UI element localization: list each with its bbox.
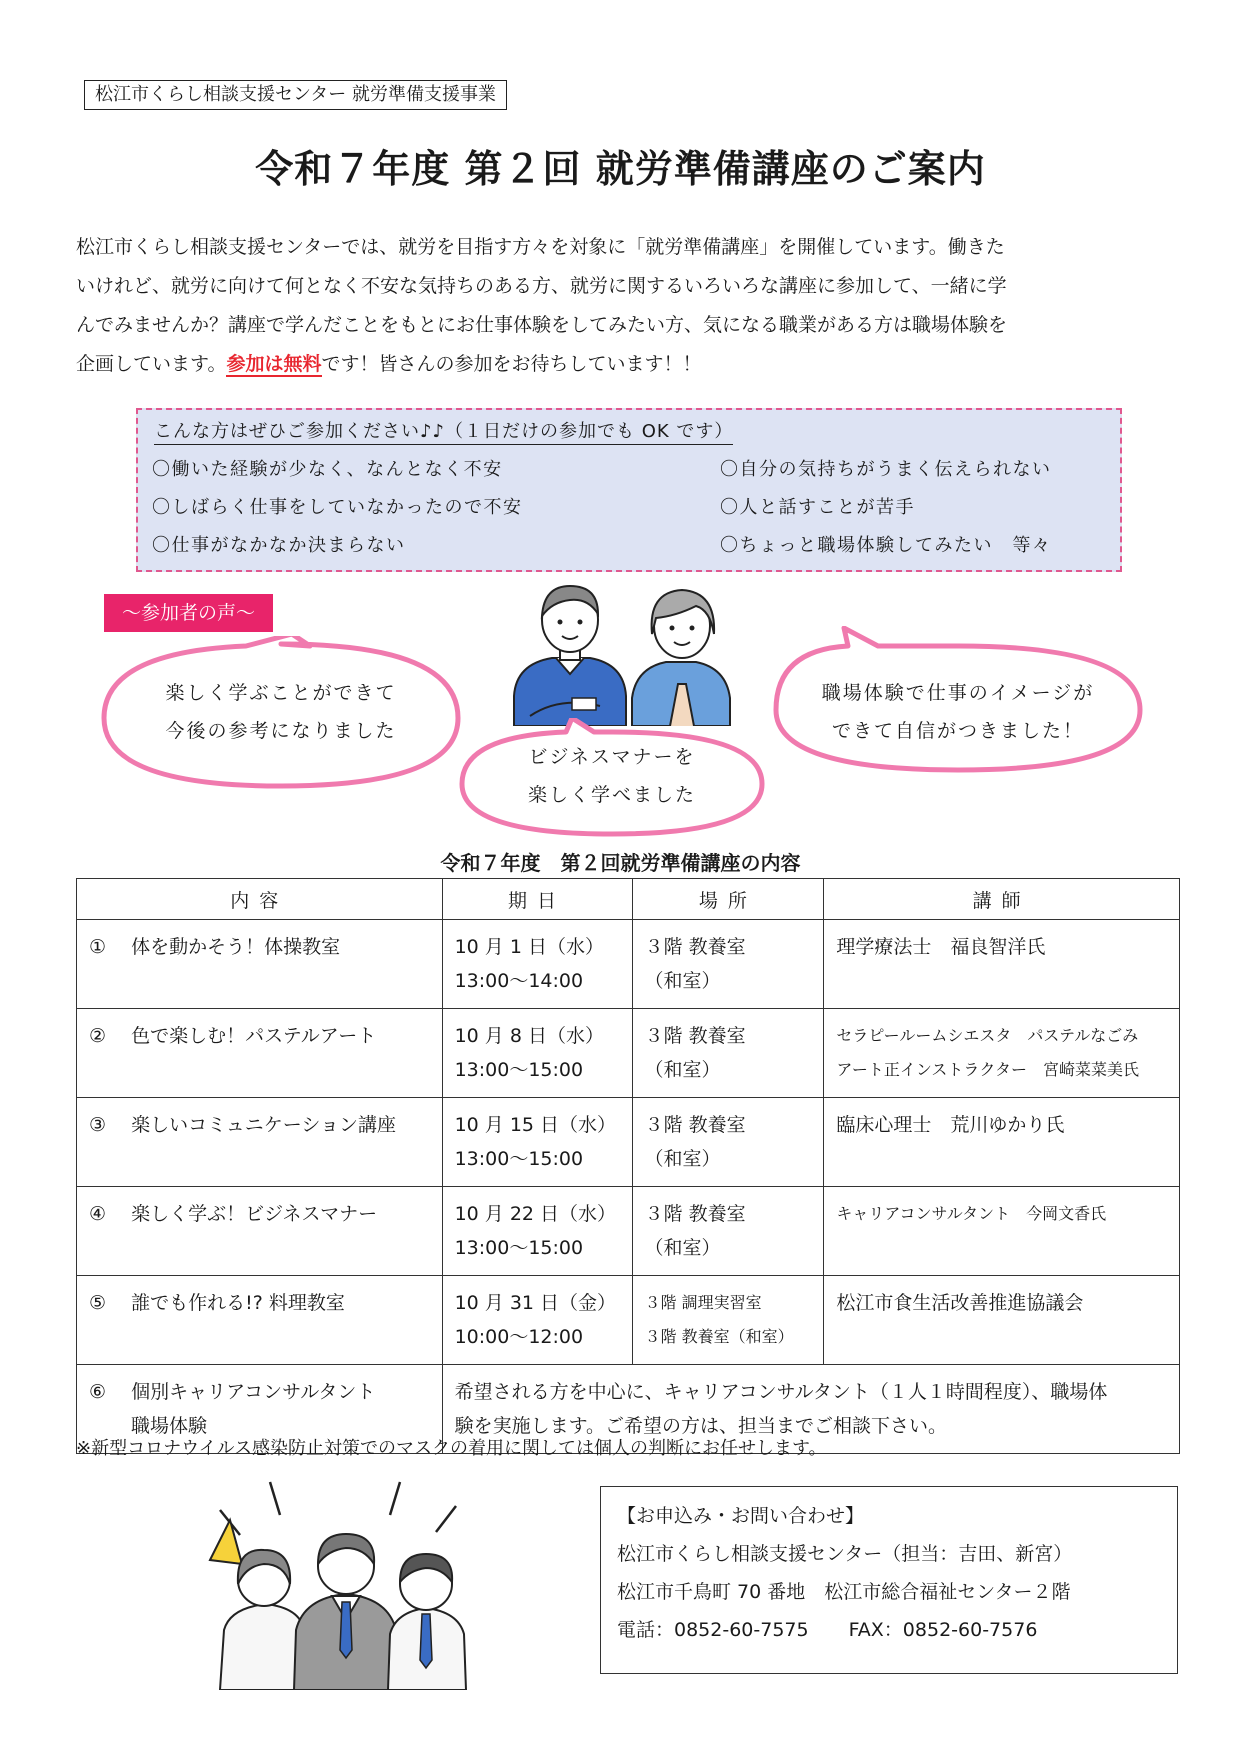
content-cell [77,1187,442,1241]
table-row [77,920,1180,1009]
row-place: ３階 教養室 [644,1114,746,1136]
target-item: 〇働いた経験が少なく、なんとなく不安 [152,459,503,480]
row-number: ② [89,1025,107,1047]
intro-paragraph [76,228,1166,384]
cheering-people-illustration [200,1480,490,1690]
row-place: （和室） [644,970,721,992]
place-cell [633,920,824,1008]
row-teacher: 理学療法士 福良智洋氏 [836,936,1046,958]
place-cell [633,1187,824,1275]
table-row [77,1276,1180,1365]
target-heading: こんな方はぜひご参加ください♪♪（１日だけの参加でも OK です） [154,420,733,445]
row-place: （和室） [644,1237,721,1259]
row-teacher: キャリアコンサルタント 今岡文香氏 [836,1204,1107,1223]
target-item: 〇自分の気持ちがうまく伝えられない [720,459,1052,480]
bubble-3-text [768,674,1148,750]
row-date: 10 月 22 日（水） [454,1203,617,1225]
row-place: （和室） [644,1059,721,1081]
row-content: 色で楽しむ！パステルアート [131,1025,377,1047]
intro-line: 松江市くらし相談支援センターでは、就労を目指す方々を対象に「就労準備講座」を開催しています。働きた [76,236,1005,258]
bubble-2-text [454,738,770,814]
content-cell [77,1098,442,1152]
date-cell [443,920,632,1008]
row-content: 職場体験 [131,1415,208,1437]
row-content: 誰でも作れる!? 料理教室 [131,1292,345,1314]
row-date: 10 月 15 日（水） [454,1114,617,1136]
content-cell [77,1009,442,1063]
target-box [136,408,1122,572]
page-title: 令和７年度 第２回 就労準備講座のご案内 [255,147,986,191]
right-man-figure [388,1554,466,1690]
bubble-line: できて自信がつきました！ [831,720,1084,742]
contact-org: 松江市くらし相談支援センター（担当：吉田、新宮） [617,1543,1073,1565]
row-number: ③ [89,1114,107,1136]
place-cell [633,1276,824,1364]
row-time: 13:00～15:00 [454,1237,584,1259]
row-teacher: セラピールームシエスタ パステルなごみ [836,1026,1139,1045]
contact-box [600,1486,1178,1674]
table-row [77,1187,1180,1276]
target-item: 〇仕事がなかなか決まらない [152,535,406,556]
bubble-line: ビジネスマナーを [528,746,696,768]
row-place: （和室） [644,1148,721,1170]
table-row [77,1098,1180,1187]
row-time: 13:00～15:00 [454,1059,584,1081]
cheer-lines [220,1482,456,1535]
row-number: ⑤ [89,1292,107,1314]
contact-fax: FAX：0852-60-7576 [848,1619,1038,1641]
woman-figure [632,590,730,726]
intro-last-suffix: です！皆さんの参加をお待ちしています！！ [321,353,702,375]
bubble-line: 楽しく学ぶことができて [165,682,397,704]
row-time: 10:00～12:00 [454,1326,584,1348]
contact-phone-row [617,1611,1161,1649]
row-number: ① [89,936,107,958]
woman-figure [220,1550,304,1690]
date-cell [443,1187,632,1275]
header-teacher: 講師 [824,879,1180,920]
row-date: 10 月 1 日（水） [454,936,604,958]
row-content: 体を動かそう！体操教室 [131,936,341,958]
center-man-figure [294,1534,398,1690]
content-cell [77,920,442,974]
row-place: ３階 調理実習室 [644,1293,762,1312]
header-date: 期日 [442,879,632,920]
teacher-cell [824,1009,1179,1097]
row-number: ⑥ [89,1381,107,1403]
schedule-title: 令和７年度 第２回就労準備講座の内容 [440,851,801,875]
bubble-line: 楽しく学べました [527,784,696,806]
intro-line [76,345,1166,384]
intro-last-prefix: 企画しています。 [76,353,227,375]
megaphone-icon [210,1520,242,1564]
date-cell [443,1098,632,1186]
row-place: ３階 教養室 [644,1203,746,1225]
row-date: 10 月 31 日（金） [454,1292,617,1314]
target-item: 〇ちょっと職場体験してみたい 等々 [720,535,1052,556]
target-item: 〇人と話すことが苦手 [720,497,915,518]
row-teacher: アート正インストラクター 宮崎菜菜美氏 [836,1060,1140,1079]
row-place: ３階 教養室（和室） [644,1327,794,1346]
row-content: 楽しく学ぶ！ビジネスマナー [131,1203,378,1225]
place-cell [633,1098,824,1186]
schedule-table [76,878,1180,1454]
row-teacher: 臨床心理士 荒川ゆかり氏 [836,1114,1065,1136]
target-item: 〇しばらく仕事をしていなかったので不安 [152,497,523,518]
free-notice: 参加は無料 [226,353,322,375]
contact-tel: 電話：0852-60-7575 [617,1619,809,1641]
row-time: 13:00～14:00 [454,970,584,992]
header-content: 内容 [77,879,443,920]
people-illustration [500,576,740,726]
row-content: 個別キャリアコンサルタント [131,1381,376,1403]
man-figure [514,586,626,726]
date-cell [443,1276,632,1364]
row-date: 10 月 8 日（水） [454,1025,604,1047]
teacher-cell [824,1276,1179,1330]
voices-label: ～参加者の声～ [104,594,273,632]
teacher-cell [824,1098,1179,1152]
bubble-line: 今後の参考になりました [165,720,397,742]
header-place: 場所 [632,879,824,920]
table-row [77,1009,1180,1098]
row-place: ３階 教養室 [644,936,746,958]
row-place: ３階 教養室 [644,1025,746,1047]
row-teacher: 松江市食生活改善推進協議会 [836,1292,1084,1314]
teacher-cell [824,1187,1179,1241]
row-content: 楽しいコミュニケーション講座 [131,1114,396,1136]
intro-line: んでみませんか？講座で学んだことをもとにお仕事体験をしてみたい方、気になる職業がある方は職場体験を [76,314,1008,336]
teacher-cell [824,920,1179,974]
bubble-1-text [96,674,466,750]
mask-note: ※新型コロナウイルス感染防止対策でのマスクの着用に関しては個人の判断にお任せします。 [76,1438,827,1459]
row-description: 希望される方を中心に、キャリアコンサルタント（１人１時間程度）、職場体 [454,1381,1108,1403]
date-cell [443,1009,632,1097]
intro-line: いけれど、就労に向けて何となく不安な気持ちのある方、就労に関するいろいろな講座に参加して、一緒に学 [76,275,1007,297]
row-description: 験を実施します。ご希望の方は、担当までご相談下さい。 [454,1415,948,1437]
row-number: ④ [89,1203,107,1225]
row-time: 13:00～15:00 [454,1148,584,1170]
bubble-line: 職場体験で仕事のイメージが [821,682,1095,704]
content-cell [77,1276,442,1330]
table-header-row [77,879,1180,920]
place-cell [633,1009,824,1097]
contact-heading: 【お申込み・お問い合わせ】 [617,1505,865,1527]
contact-address: 松江市千鳥町 70 番地 松江市総合福祉センター２階 [617,1581,1071,1603]
header-tag: 松江市くらし相談支援センター 就労準備支援事業 [84,80,507,110]
